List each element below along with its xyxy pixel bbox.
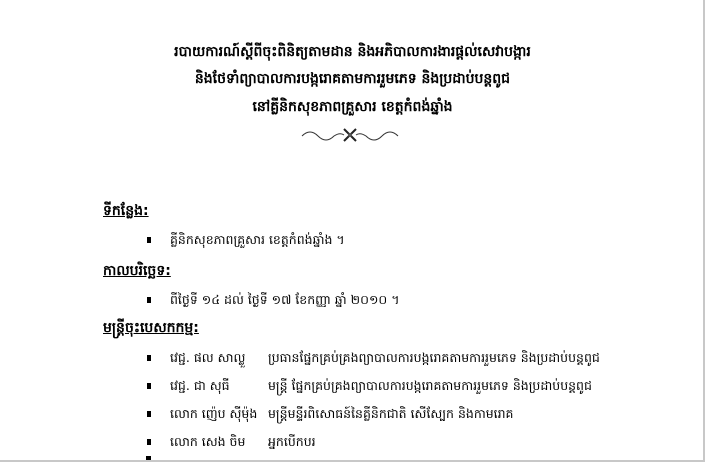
participant-name: វេជ្ជ. ជា សុធី [170,378,230,393]
report-title-line-1: របាយការណ៍ស្តីពីចុះពិនិត្យតាមដាន និងអភិបាលការងារផ្តល់សេវាបង្ការ [174,44,531,60]
bullet-icon [147,297,151,303]
participant-role: អ្នកបើកបរ [268,434,316,449]
section-heading-location: ទីកន្លែង: [103,203,149,219]
bullet-icon [146,456,151,460]
participant-name: វេជ្ជ. ផល សាល្លួ [170,350,246,365]
bullet-icon [147,411,151,417]
participant-name: លោក ញ៉េប ស៊ីម៉ុង [170,406,258,421]
period-text: ពីថ្ងៃទី ១៤ ដល់ ថ្ងៃទី ១៧ ខែកញ្ញា ឆ្នាំ ២០១០ ។ [170,292,400,307]
decorative-divider-ornament [300,124,400,144]
bullet-icon [147,383,151,389]
participant-role: ប្រធានផ្នែកគ្រប់គ្រងព្យាបាលការបង្ករោគតាមការរួមភេទ និងប្រដាប់បន្តពូជ [268,350,600,365]
section-heading-participants: មន្ត្រីចុះបេសកកម្ម: [103,320,199,336]
bullet-icon [147,439,151,445]
participant-role: មន្ត្រីមន្ទីរពិសោធន៍នៃគ្លីនិកជាតិ សើស្បែក និងកាមរោគ [268,406,514,421]
bullet-icon [147,355,151,361]
bullet-icon [147,237,151,243]
participant-role: មន្ត្រី ផ្នែកគ្រប់គ្រងព្យាបាលការបង្ករោគតាមការរួមភេទ និងប្រដាប់បន្តពូជ [268,378,592,393]
section-heading-period: កាលបរិច្ឆេទ: [103,263,171,279]
location-text: គ្លីនិកសុខភាពគ្រួសារ ខេត្តកំពង់ឆ្នាំង ។ [170,232,345,247]
report-title-line-2: និងថែទាំព្យាបាលការបង្ករោគតាមការរួមភេទ និងប្រដាប់បន្តពូជ [194,71,511,87]
participant-name: លោក សេង ចិម [170,434,246,449]
report-title-line-3: នៅគ្លីនិកសុខភាពគ្រួសារ ខេត្តកំពង់ឆ្នាំង [252,99,453,115]
